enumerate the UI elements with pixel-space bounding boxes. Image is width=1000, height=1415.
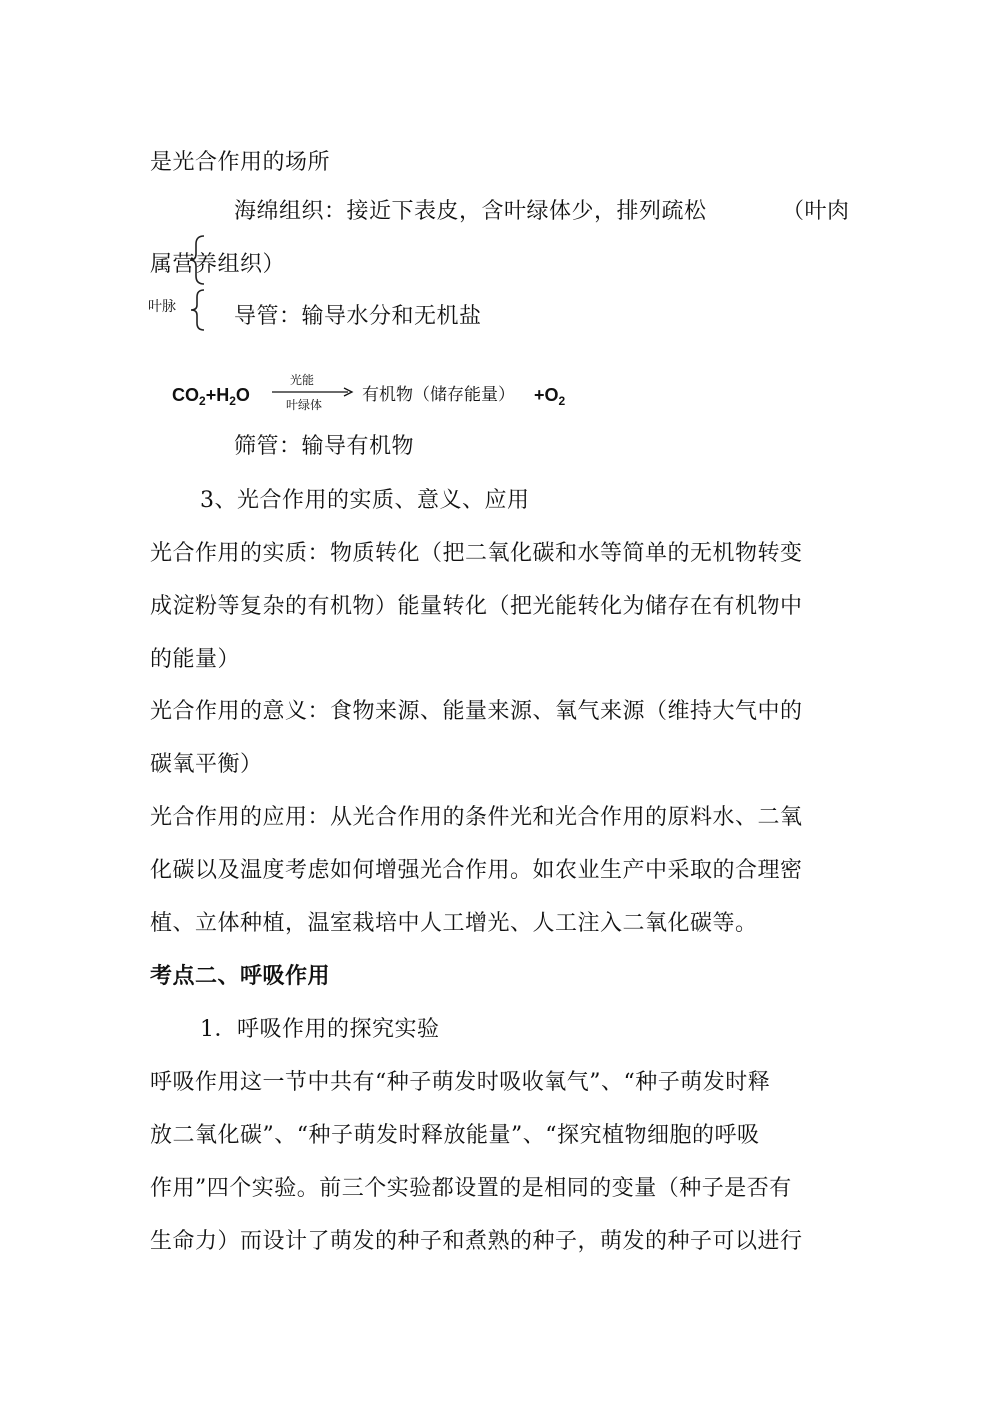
text-line: 成淀粉等复杂的有机物）能量转化（把光能转化为储存在有机物中	[150, 594, 803, 619]
text-line-sieve-tube: 筛管：输导有机物	[234, 434, 415, 459]
formula-arrow-bottom-label: 叶绿体	[286, 398, 323, 412]
text-line-mesophyll-end: 属营养组织）	[150, 252, 286, 277]
vein-label: 叶脉	[148, 299, 176, 315]
text-line: 植、立体种植，温室栽培中人工增光、人工注入二氧化碳等。	[150, 911, 758, 936]
section-heading-essence: 3、光合作用的实质、意义、应用	[200, 488, 530, 513]
photosynthesis-equation	[172, 373, 592, 413]
formula-arrow-top-label: 光能	[290, 373, 315, 387]
brace-icon	[186, 234, 210, 286]
text-line-vessel: 导管：输导水分和无机盐	[234, 304, 482, 329]
text-line: 放二氧化碳”、“种子萌发时释放能量”、“探究植物细胞的呼吸	[150, 1123, 760, 1148]
text-line: 的能量）	[150, 647, 241, 672]
text-line: 光合作用的实质：物质转化（把二氧化碳和水等简单的无机物转变	[150, 541, 803, 566]
text-line: 呼吸作用这一节中共有“种子萌发时吸收氧气”、“种子萌发时释	[150, 1070, 771, 1095]
arrow-right-icon	[272, 387, 354, 397]
brace-icon	[186, 288, 210, 332]
text-line: 光合作用的意义：食物来源、能量来源、氧气来源（维持大气中的	[150, 699, 803, 724]
text-line: 生命力）而设计了萌发的种子和煮熟的种子，萌发的种子可以进行	[150, 1229, 803, 1254]
text-line: 化碳以及温度考虑如何增强光合作用。如农业生产中采取的合理密	[150, 858, 803, 883]
text-line: 光合作用的应用：从光合作用的条件光和光合作用的原料水、二氧	[150, 805, 803, 830]
formula-product: 有机物（储存能量）	[362, 385, 515, 405]
subsection-heading: 1．呼吸作用的探究实验	[200, 1017, 440, 1042]
text-line-spongy-tissue: 海绵组织：接近下表皮，含叶绿体少，排列疏松	[234, 199, 707, 224]
text-line-mesophyll-start: （叶肉	[782, 199, 850, 224]
formula-reactants: $CO_2+H_2O$	[172, 385, 250, 408]
section-heading-respiration: 考点二、呼吸作用	[150, 964, 331, 989]
text-line: 作用”四个实验。前三个实验都设置的是相同的变量（种子是否有	[150, 1176, 792, 1201]
text-line: 碳氧平衡）	[150, 752, 263, 777]
formula-oxygen: $+O_2$	[534, 385, 566, 408]
text-line: 是光合作用的场所	[150, 150, 331, 175]
